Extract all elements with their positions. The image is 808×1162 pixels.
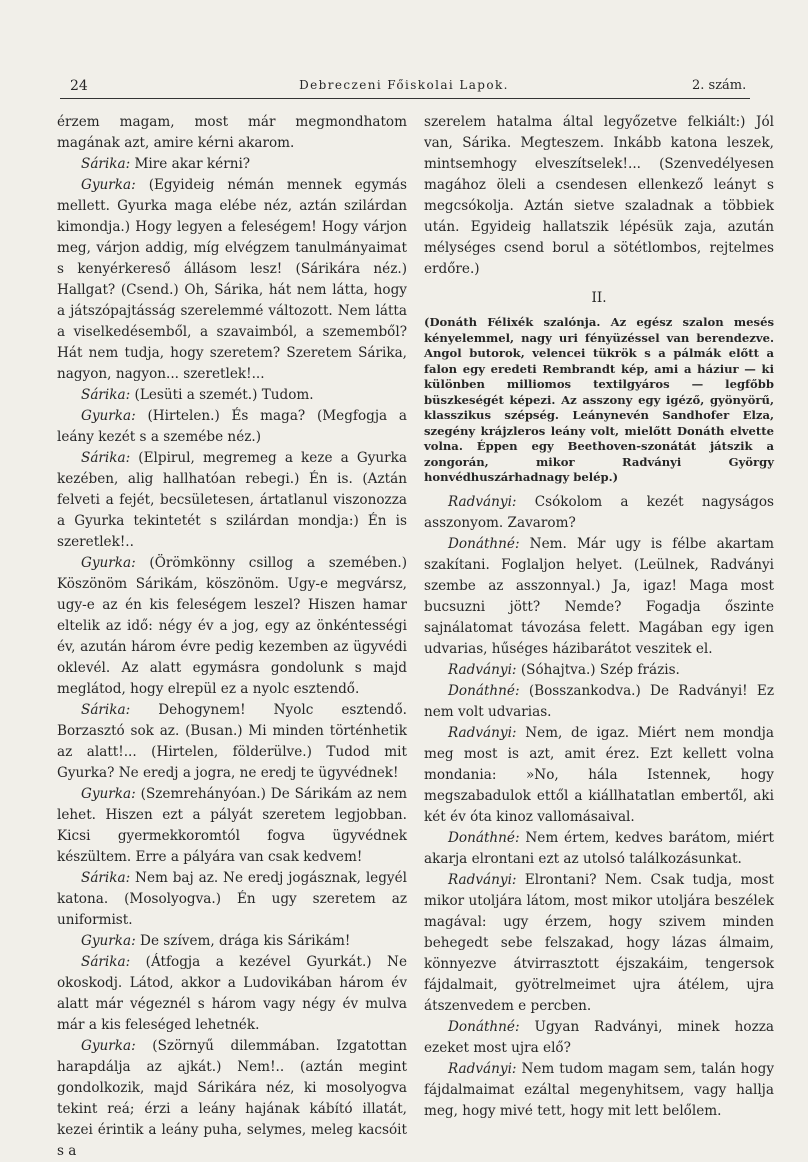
speaker-name: Gyurka: [81, 555, 136, 571]
speaker-name: Radványi: [448, 1060, 517, 1077]
dialogue-text: (Bosszankodva.) De Radványi! Ez nem volt udvarias. [424, 682, 774, 720]
dialogue-paragraph [57, 952, 407, 1036]
speaker-name: Gyurka: [81, 786, 136, 802]
dialogue-paragraph [57, 553, 407, 700]
speaker-name: Gyurka: [81, 933, 136, 949]
dialogue-text: (Örömkönny csillog a szemében.) Köszönöm Sárikám, köszönöm. Ugy-e megvársz, ugy-e az én kis feleségem leszel? Hiszen hamar eltelik az idő: négy év a jog, egy az önkéntességi év, azután három évre pedig kezemben az ügyvédi oklevél. Az alatt egymásra gondolunk s majd meglátod, hogy elrepül ez a nyolc esztendő. [57, 555, 407, 697]
dialogue-paragraph [424, 492, 774, 534]
dialogue-paragraph [424, 112, 774, 280]
speaker-name: Gyurka: [81, 1038, 136, 1054]
dialogue-paragraph [424, 828, 774, 870]
dialogue-paragraph [57, 175, 407, 385]
speaker-name: Radványi: [448, 724, 517, 741]
speaker-name: Donáthné: [448, 1018, 520, 1035]
dialogue-text: (Szörnyű dilemmában. Izgatottan harapdálja az ajkát.) Nem!.. (aztán megint gondolkozik, majd Sárikára néz, ki mosolyogva tekint reá; érzi a leány hajának kábító illatát, kezei érintik a leány puha, selymes, meleg kacsóit s a [57, 1038, 407, 1159]
dialogue-paragraph [424, 681, 774, 723]
journal-title: Debreczeni Főiskolai Lapok. [299, 78, 509, 92]
dialogue-text: Nem, de igaz. Miért nem mondja meg most is azt, amit érez. Ezt kellett volna mondania: »No, hála Istennek, hogy megszabadulok ettől a kiállhatatlan embertől, aki két év óta kinoz vallomásaival. [424, 724, 775, 825]
issue-number: 2. szám. [692, 78, 747, 93]
dialogue-text: De szívem, drága kis Sárikám! [140, 933, 351, 949]
speaker-name: Sárika: [81, 156, 131, 172]
speaker-name: Radványi: [448, 871, 517, 888]
speaker-name: Gyurka: [81, 177, 136, 193]
stage-direction: (Donáth Félixék szalónja. Az egész szalon mesés kényelemmel, nagy uri fényüzéssel van berendezve. Angol butorok, velencei tükrök s a pálmák előtt a falon egy eredeti Rembrandt kép, ami a háziur — ki különben milliomos textilgyáros — legfőbb büszkeségét képezi. Az asszony egy igéző, gyönyörű, klasszikus szépség. Leánynevén Sandhofer Elza, szegény krájzleros leány volt, mielőtt Donáth elvette volna. Éppen egy Beethoven-szonátát játszik a zongorán, mikor Radványi György honvédhuszárhadnagy belép.) [424, 315, 774, 484]
speaker-name: Donáthné: [448, 535, 520, 552]
dialogue-text: Nem. Már ugy is félbe akartam szakítani. Foglaljon helyet. (Leülnek, Radványi szembe az asszonnyal.) Ja, igaz! Maga most bucsuzni jött? Nemde? Fogadja őszinte sajnálatomat távozása felett. Magában egy igen udvarias, hűséges házibarátot veszitek el. [424, 535, 774, 657]
dialogue-text: (Egyideig némán mennek egymás mellett. Gyurka maga elébe néz, aztán szilárdan kimondja.) Hogy legyen a feleségem! Hogy várjon meg, várjon addig, míg elvégzem tanulmányaimat s kenyérkereső állásom lesz! (Sárikára néz.) Hallgat? (Csend.) Oh, Sárika, hát nem látta, hogy a játszópajtásság szerelemmé változott. Nem látta a viselkedésemből, a szavaimból, a szememből? Hát nem tudja, hogy szeretem? Szeretem Sárika, nagyon, nagyon... szeretlek!... [57, 177, 407, 382]
dialogue-text: (Átfogja a kezével Gyurkát.) Ne okoskodj. Látod, akkor a Ludovikában három év alatt már végeznél s három vagy négy év mulva már a kis feleséged lehetnék. [57, 954, 407, 1033]
dialogue-text: érzem magam, most már megmondhatom magának azt, amire kérni akarom. [57, 114, 407, 151]
dialogue-paragraph [424, 1017, 774, 1059]
dialogue-paragraph [424, 1059, 774, 1122]
dialogue-paragraph [57, 448, 407, 553]
dialogue-text: Nem értem, kedves barátom, miért akarja elrontani ezt az utolsó találkozásunkat. [424, 829, 774, 867]
dialogue-text: Ugyan Radványi, minek hozza ezeket most ujra elő? [424, 1018, 774, 1056]
dialogue-paragraph [424, 870, 774, 1017]
speaker-name: Gyurka: [81, 408, 136, 424]
right-column [424, 112, 774, 1122]
speaker-name: Donáthné: [448, 682, 520, 699]
dialogue-paragraph [57, 784, 407, 868]
speaker-name: Sárika: [81, 387, 131, 403]
dialogue-text: Dehogynem! Nyolc esztendő. Borzasztó sok az. (Busan.) Mi minden történhetik az alatt!... (Hirtelen, földerülve.) Tudod mit Gyurka? Ne eredj a jogra, ne eredj te ügyvédnek! [57, 702, 407, 781]
dialogue-text: Elrontani? Nem. Csak tudja, most mikor utoljára látom, most mikor utoljára beszélek magával: ugy érzem, hogy szivem minden behegedt sebe felszakad, hogy lázas álmaim, könnyezve átvirrasztott éjszakáim, tengersok fájdalmait, gyötrelmeimet ujra átélem, ujra átszenvedem e percben. [424, 871, 774, 1014]
dialogue-paragraph [57, 931, 407, 952]
dialogue-text: Csókolom a kezét nagyságos asszonyom. Zavarom? [424, 493, 774, 531]
dialogue-text: (Hirtelen.) És maga? (Megfogja a leány kezét s a szemébe néz.) [57, 408, 407, 445]
dialogue-text: (Elpirul, megremeg a keze a Gyurka kezében, alig hallhatóan rebegi.) Én is. (Aztán felveti a fejét, becsületesen, ártatlanul viszonozza a Gyurka tekintetét s szilárdan mondja:) Én is szeretlek!.. [57, 450, 407, 550]
dialogue-paragraph [57, 112, 407, 154]
scene-heading: II. [591, 290, 607, 306]
dialogue-paragraph [57, 385, 407, 406]
dialogue-text: Nem tudom magam sem, talán hogy fájdalmaimat ezáltal megenyhitsem, vagy hallja meg, hogy mivé tett, hogy mit lett belőlem. [424, 1060, 774, 1119]
dialogue-text: (Lesüti a szemét.) Tudom. [134, 387, 314, 403]
dialogue-text: (Szemrehányóan.) De Sárikám az nem lehet. Hiszen ezt a pályát szeretem legjobban. Kicsi gyermekkoromtól fogva ügyvédnek készültem. Erre a pályára van csak kedvem! [57, 786, 407, 865]
header-rule [60, 98, 750, 99]
speaker-name: Sárika: [81, 870, 131, 886]
speaker-name: Radványi: [448, 493, 517, 510]
dialogue-text: Mire akar kérni? [134, 156, 251, 172]
dialogue-paragraph [424, 723, 774, 828]
dialogue-paragraph [57, 154, 407, 175]
speaker-name: Donáthné: [448, 829, 520, 846]
left-column [57, 112, 407, 1162]
page-number: 24 [70, 78, 88, 94]
speaker-name: Sárika: [81, 954, 131, 970]
dialogue-text: (Sóhajtva.) Szép frázis. [520, 661, 680, 678]
speaker-name: Radványi: [448, 661, 517, 678]
dialogue-text: Nem baj az. Ne eredj jogásznak, legyél katona. (Mosolyogva.) Én ugy szeretem az uniformist. [57, 870, 407, 928]
speaker-name: Sárika: [81, 702, 131, 718]
speaker-name: Sárika: [81, 450, 131, 466]
dialogue-paragraph [57, 1036, 407, 1162]
dialogue-paragraph [57, 406, 407, 448]
dialogue-paragraph [57, 868, 407, 931]
dialogue-paragraph [424, 660, 774, 681]
dialogue-paragraph [57, 700, 407, 784]
dialogue-text: szerelem hatalma által legyőzetve felkiált:) Jól van, Sárika. Megteszem. Inkább katona leszek, mintsemhogy elveszítselek!... (Szenvedélyesen magához öleli a csendesen ellenkező leányt s megcsókolja. Aztán sietve szaladnak a többiek után. Egyideig hallatszik lépésük zaja, azután mélységes csend borul a sötétlombos, rejtelmes erdőre.) [424, 114, 774, 277]
dialogue-paragraph [424, 534, 774, 660]
